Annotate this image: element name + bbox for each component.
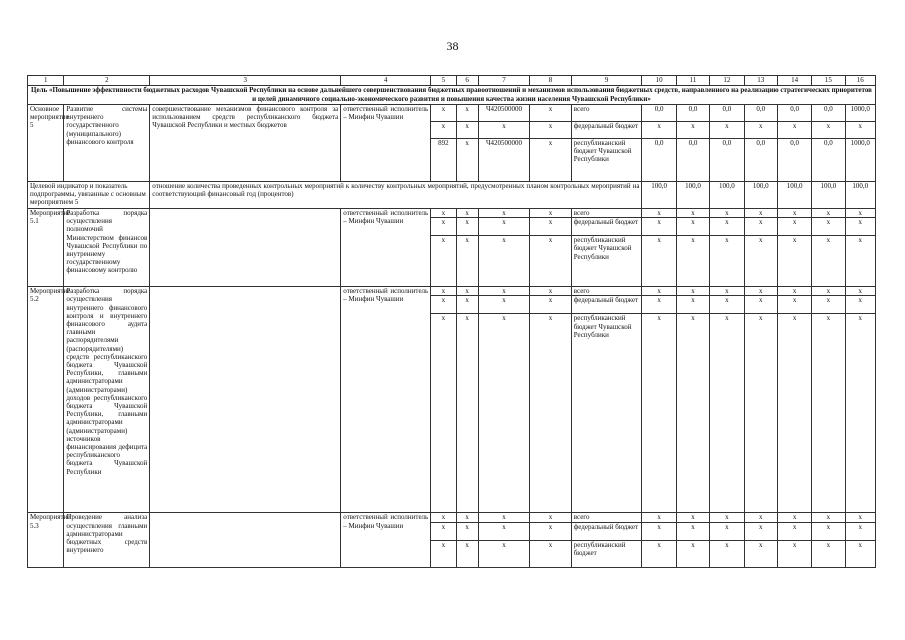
funding-value: 0,0 [676,105,709,122]
main-event-result: совершенствование механизмов финансового контроля за использованием средств республиканского бюджета Чувашской Республики и местных бюджетов [150,105,341,182]
funding-value: x [642,513,676,522]
indicator-value: 100,0 [642,182,676,209]
funding-value: x [812,296,845,314]
table-cell: x [431,287,456,296]
funding-value: x [744,522,777,540]
column-number: 2 [64,76,150,86]
funding-value: 0,0 [642,139,676,182]
indicator-value: 100,0 [744,182,777,209]
funding-value: x [642,122,676,139]
funding-value: 0,0 [642,105,676,122]
event-result [150,513,341,567]
funding-value: x [777,513,811,522]
indicator-value: 100,0 [845,182,875,209]
table-cell: x [530,209,571,218]
funding-value: x [812,287,845,296]
table-cell: x [431,218,456,236]
funding-value: x [710,122,744,139]
table-cell: x [456,522,478,540]
funding-value: x [777,209,811,218]
table-cell: x [431,296,456,314]
funding-value: x [812,236,845,287]
column-number: 4 [341,76,431,86]
main-event-name: Развитие системы внутреннего государственного (муниципального) финансового контроля [64,105,150,182]
column-number: 11 [676,76,709,86]
funding-value: x [812,209,845,218]
funding-value: x [744,236,777,287]
table-cell: x [431,122,456,139]
funding-value: x [845,522,875,540]
funding-value: x [710,513,744,522]
funding-value: 0,0 [710,139,744,182]
funding-value: x [710,236,744,287]
table-cell: x [431,236,456,287]
event-name: Разработка порядка осуществления внутреннего финансового контроля и внутреннего финансового аудита главными распорядителями (распорядителями) средств республиканского бюджета Чувашской Республики, главными администраторами (администраторами) доходов республиканского бюджета Чувашской Республики, главными администраторами (администраторами) источников финансирования дефицита республиканского бюджета Чувашской Республики [64,287,150,513]
indicator-label: Целевой индикатор и показатель подпрограммы, увязанные с основным мероприятием 5 [28,182,150,209]
indicator-value: 100,0 [812,182,845,209]
funding-value: 0,0 [744,139,777,182]
funding-value: x [642,314,676,513]
event-result [150,287,341,513]
funding-value: x [845,287,875,296]
funding-value: x [642,209,676,218]
table-cell: x [530,522,571,540]
event-row [28,209,876,218]
main-event-row [28,105,876,122]
table-cell: x [478,522,530,540]
column-number: 16 [845,76,875,86]
table-cell: x [456,209,478,218]
funding-value: x [710,218,744,236]
column-number: 15 [812,76,845,86]
funding-value: 0,0 [744,105,777,122]
funding-value: x [777,287,811,296]
event-label: Мероприятие 5.1 [28,209,64,287]
table-cell: x [530,105,571,122]
table-cell: x [456,105,478,122]
indicator-value: 100,0 [777,182,811,209]
event-row [28,287,876,296]
main-event-executor: ответственный исполнитель – Минфин Чувашии [341,105,431,182]
funding-value: x [845,236,875,287]
funding-value: x [845,314,875,513]
funding-source: всего [571,209,642,218]
table-cell: x [530,218,571,236]
funding-value: 0,0 [676,139,709,182]
table-cell: x [478,513,530,522]
funding-value: x [642,218,676,236]
event-label: Мероприятие 5.3 [28,513,64,567]
table-cell: Ч420500000 [478,105,530,122]
table-cell: x [456,287,478,296]
event-name: Разработка порядка осуществления полномочий Министерством финансов Чувашской Республики по внутреннему государственному финансовому контролю [64,209,150,287]
table-cell: x [530,540,571,567]
funding-value: x [676,209,709,218]
funding-value: x [676,314,709,513]
table-cell: x [530,296,571,314]
funding-source: республиканский бюджет Чувашской Республики [571,139,642,182]
funding-value: x [845,296,875,314]
funding-value: x [642,296,676,314]
funding-value: x [676,122,709,139]
column-number: 9 [571,76,642,86]
funding-value: 1000,0 [845,105,875,122]
event-executor: ответственный исполнитель – Минфин Чувашии [341,209,431,287]
funding-value: x [777,122,811,139]
funding-value: x [676,287,709,296]
funding-value: x [812,540,845,567]
column-number: 13 [744,76,777,86]
funding-value: x [777,540,811,567]
funding-value: x [845,513,875,522]
table-cell: x [530,236,571,287]
funding-value: 0,0 [710,105,744,122]
funding-value: x [812,522,845,540]
funding-source: федеральный бюджет [571,122,642,139]
funding-source: республиканский бюджет Чувашской Республики [571,314,642,513]
funding-value: x [812,314,845,513]
funding-source: федеральный бюджет [571,522,642,540]
table-cell: x [431,105,456,122]
funding-value: x [676,296,709,314]
funding-value: x [744,287,777,296]
funding-value: x [744,540,777,567]
goal-row [28,86,876,105]
table-cell: x [478,287,530,296]
indicator-value: 100,0 [676,182,709,209]
table-cell: x [478,209,530,218]
funding-value: x [812,122,845,139]
funding-value: x [812,513,845,522]
funding-value: x [642,287,676,296]
funding-value: x [710,314,744,513]
column-number: 8 [530,76,571,86]
column-number: 6 [456,76,478,86]
column-number: 7 [478,76,530,86]
table-cell: x [431,540,456,567]
table-cell: x [478,236,530,287]
funding-value: x [642,540,676,567]
funding-source: федеральный бюджет [571,218,642,236]
table-cell: x [456,314,478,513]
event-executor: ответственный исполнитель – Минфин Чувашии [341,287,431,513]
funding-value: x [744,513,777,522]
table-cell: x [431,522,456,540]
funding-value: x [777,522,811,540]
table-cell: x [456,139,478,182]
event-row [28,513,876,522]
table-cell: 892 [431,139,456,182]
table-cell: x [456,122,478,139]
funding-value: x [710,296,744,314]
funding-source: всего [571,287,642,296]
funding-source: федеральный бюджет [571,296,642,314]
funding-source: всего [571,105,642,122]
funding-value: x [710,209,744,218]
funding-value: x [812,218,845,236]
funding-value: x [845,218,875,236]
funding-source: всего [571,513,642,522]
indicator-value: 100,0 [710,182,744,209]
table-cell: Ч420500000 [478,139,530,182]
table-cell: x [431,513,456,522]
table-cell: x [478,540,530,567]
funding-value: x [845,122,875,139]
table-cell: x [530,513,571,522]
funding-value: x [676,540,709,567]
funding-value: x [642,236,676,287]
funding-value: x [777,296,811,314]
funding-value: x [710,540,744,567]
funding-value: x [845,209,875,218]
column-number: 10 [642,76,676,86]
column-number: 12 [710,76,744,86]
header-row [28,76,876,86]
funding-value: x [676,218,709,236]
funding-value: x [710,287,744,296]
table-cell: x [530,287,571,296]
funding-value: x [777,218,811,236]
event-label: Мероприятие 5.2 [28,287,64,513]
table-cell: x [456,513,478,522]
event-name: Проведение анализа осуществления главными администраторами бюджетных средств внутреннего [64,513,150,567]
funding-value: x [710,522,744,540]
funding-source: республиканский бюджет Чувашской Республики [571,236,642,287]
table-cell: x [478,296,530,314]
table-cell: x [431,209,456,218]
table-cell: x [478,122,530,139]
funding-source: республиканский бюджет [571,540,642,567]
funding-value: x [777,236,811,287]
column-number: 14 [777,76,811,86]
funding-value: x [676,236,709,287]
column-number: 3 [150,76,341,86]
table-cell: x [530,139,571,182]
funding-value: x [744,296,777,314]
funding-value: 0,0 [777,105,811,122]
funding-value: x [744,218,777,236]
funding-value: 0,0 [812,105,845,122]
funding-value: x [845,540,875,567]
funding-value: x [744,209,777,218]
event-executor: ответственный исполнитель – Минфин Чувашии [341,513,431,567]
event-result [150,209,341,287]
table-cell: x [456,218,478,236]
main-event-label: Основное мероприятие 5 [28,105,64,182]
funding-value: x [777,314,811,513]
funding-value: x [744,314,777,513]
page-number: 38 [446,39,459,53]
funding-value: x [676,513,709,522]
table-cell: x [478,218,530,236]
program-table [27,75,876,568]
table-cell: x [456,296,478,314]
column-number: 5 [431,76,456,86]
table-cell: x [456,540,478,567]
goal-text: Цель «Повышение эффективности бюджетных расходов Чувашской Республики на основе дальнейшего совершенствования бюджетных правоотношений и механизмов использования бюджетных средств, направленного на реализацию стратегических приоритетов и целей динамичного социально-экономического развития и повышения качества жизни населения Чувашской Республики» [28,86,876,105]
funding-value: 1000,0 [845,139,875,182]
funding-value: 0,0 [777,139,811,182]
indicator-text: отношение количества проведенных контрольных мероприятий к количеству контрольных мероприятий, предусмотренных планом контрольных мероприятий на соответствующий финансовый год (процентов) [150,182,642,209]
indicator-row [28,182,876,209]
column-number: 1 [28,76,64,86]
funding-value: 0,0 [812,139,845,182]
funding-value: x [642,522,676,540]
table-cell: x [431,314,456,513]
funding-value: x [676,522,709,540]
funding-value: x [744,122,777,139]
table-cell: x [478,314,530,513]
table-cell: x [530,122,571,139]
table-cell: x [456,236,478,287]
table-cell: x [530,314,571,513]
